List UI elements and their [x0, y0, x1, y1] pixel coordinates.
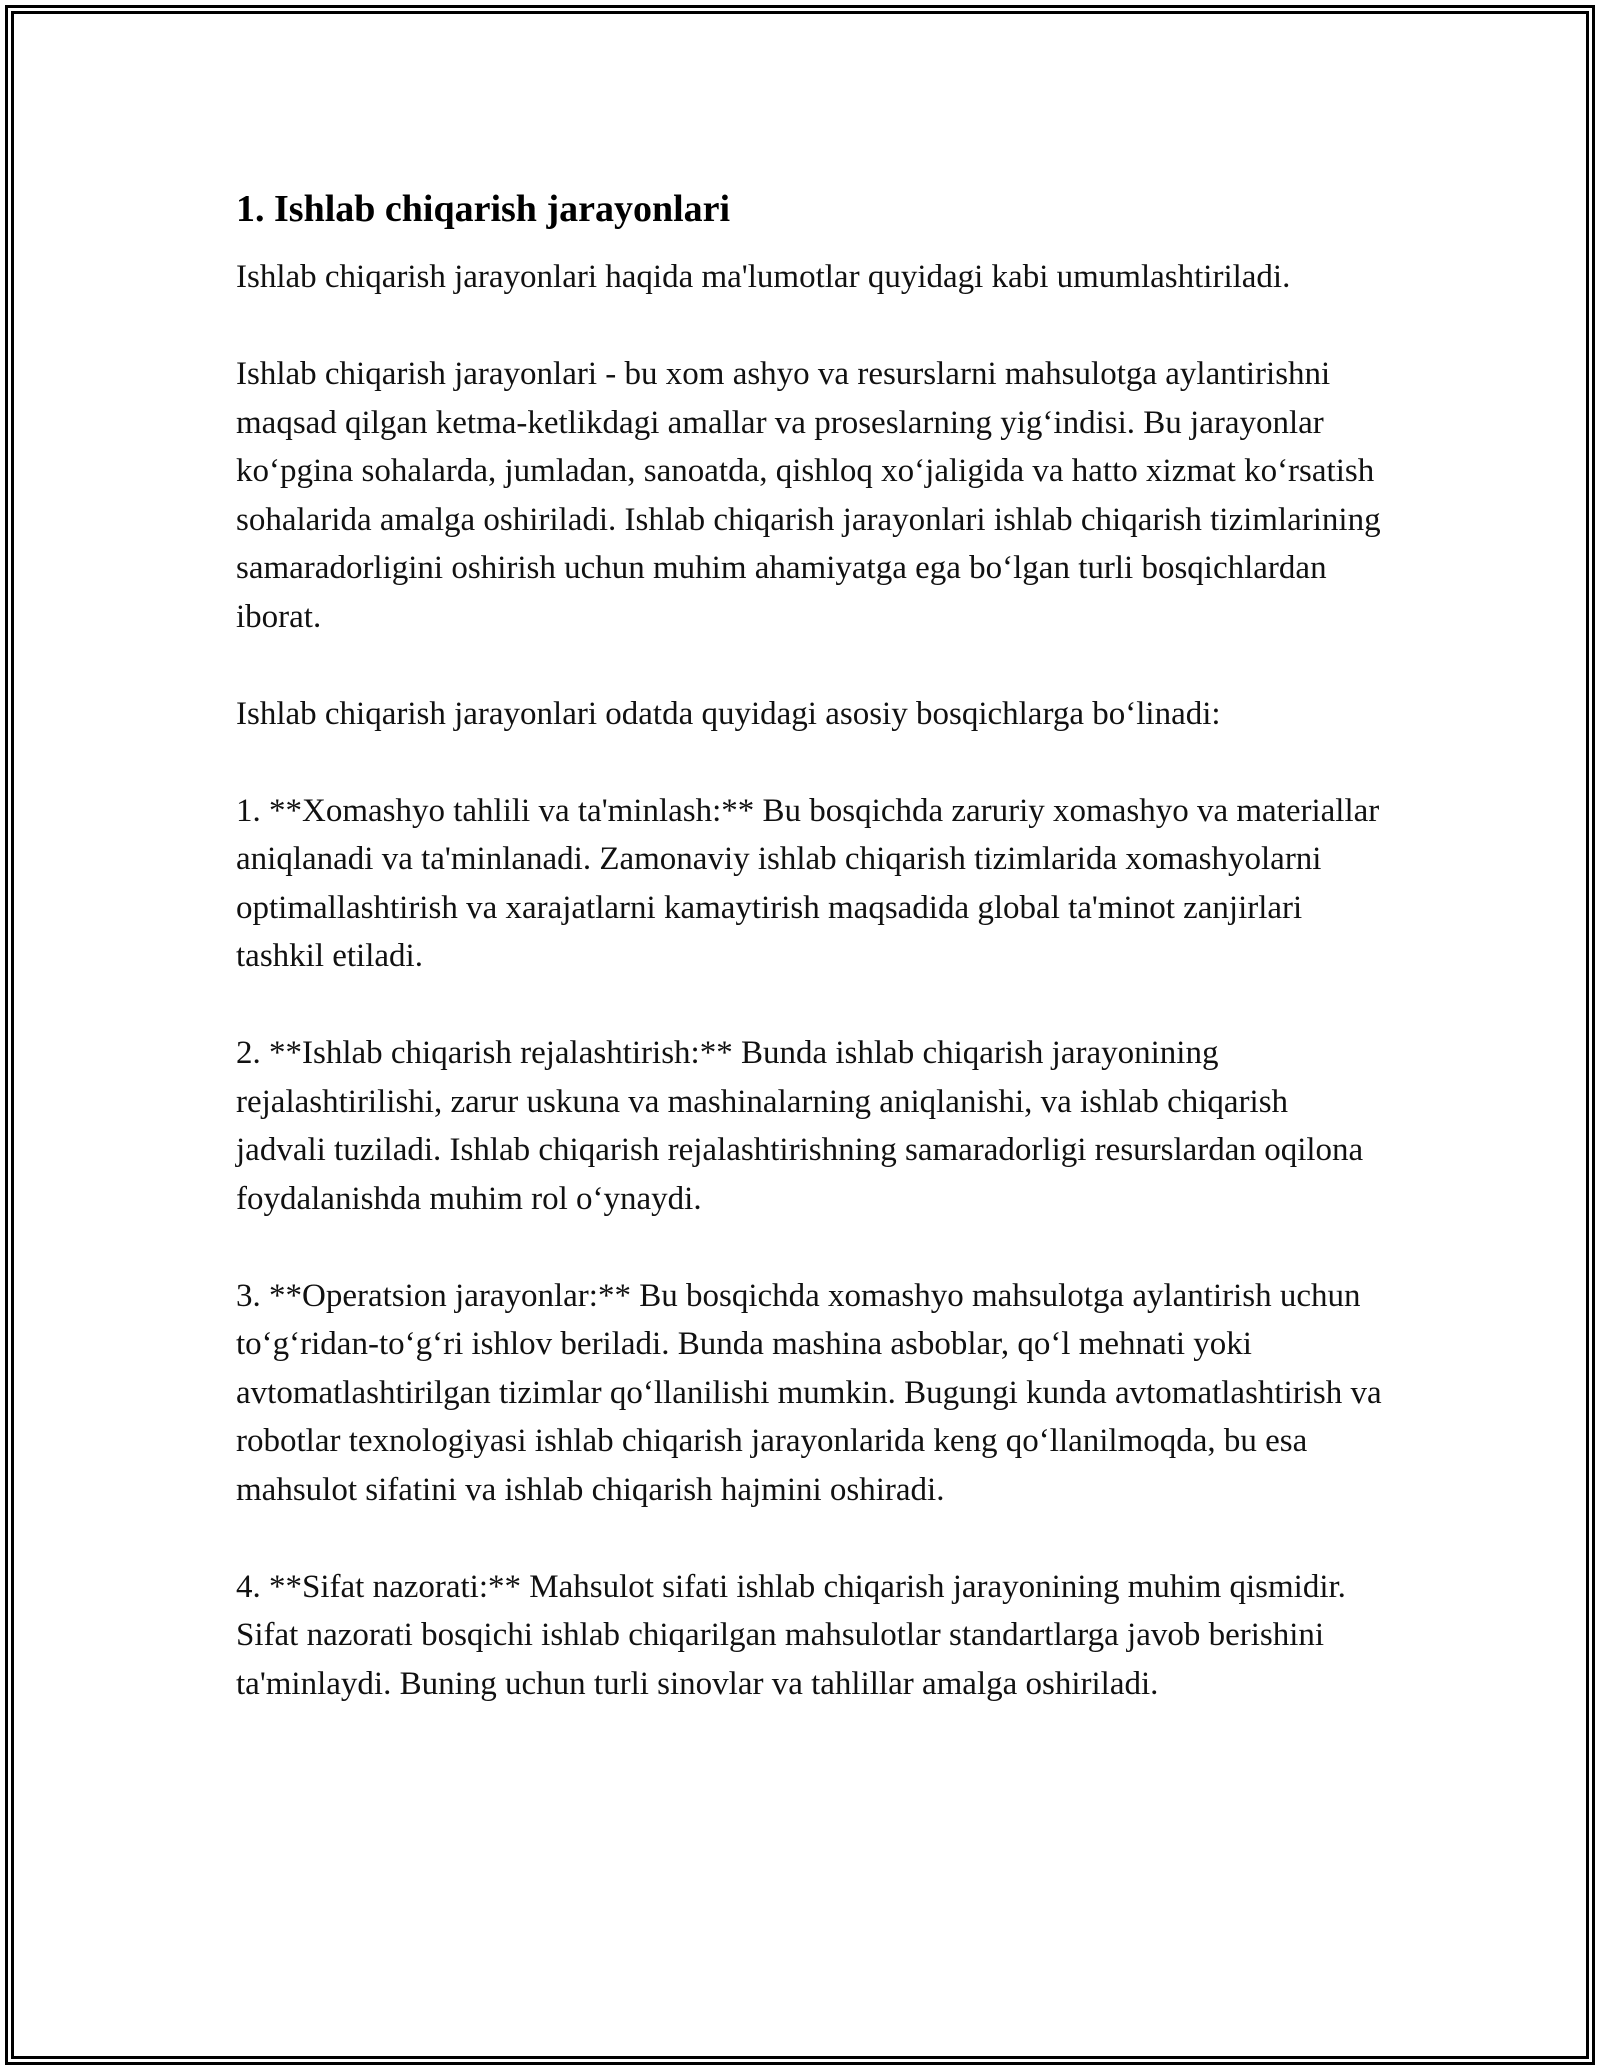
- definition-paragraph: Ishlab chiqarish jarayonlari - bu xom ashyo va resurslarni mahsulotga aylantirishni maqsad qilgan ketma-ketlikdagi amallar va proseslarning yig‘indisi. Bu jarayonlar ko‘pgina sohalarda, jumladan, sanoatda, qishloq xo‘jaligida va hatto xizmat ko‘rsatish sohalarida amalga oshiriladi. Ishlab chiqarish jarayonlari ishlab chiqarish tizimlarining samaradorligini oshirish uchun muhim ahamiyatga ega bo‘lgan turli bosqichlardan iborat.: [236, 356, 1381, 635]
- list-item-operations: 3. **Operatsion jarayonlar:** Bu bosqichda xomashyo mahsulotga aylantirish uchun to‘g‘ridan-to‘g‘ri ishlov beriladi. Bunda mashina asboblar, qo‘l mehnati yoki avtomatlashtirilgan tizimlar qo‘llanilishi mumkin. Bugungi kunda avtomatlashtirish va robotlar texnologiyasi ishlab chiqarish jarayonlarida keng qo‘llanilmoqda, bu esa mahsulot sifatini va ishlab chiqarish hajmini oshiradi.: [236, 1277, 1382, 1508]
- list-item-planning: 2. **Ishlab chiqarish rejalashtirish:** Bunda ishlab chiqarish jarayonining rejalashtirilishi, zarur uskuna va mashinalarning aniqlanishi, va ishlab chiqarish jadvali tuziladi. Ishlab chiqarish rejalashtirishning samaradorligi resurslardan oqilona foydalanishda muhim rol o‘ynaydi.: [236, 1035, 1364, 1217]
- section-heading: 1. Ishlab chiqarish jarayonlari: [236, 188, 731, 230]
- list-item-quality-control: 4. **Sifat nazorati:** Mahsulot sifati ishlab chiqarish jarayonining muhim qismidir. Sifat nazorati bosqichi ishlab chiqarilgan mahsulotlar standartlarga javob berishini ta'minlaydi. Buning uchun turli sinovlar va tahlillar amalga oshiriladi.: [236, 1568, 1346, 1702]
- document-body: [236, 185, 1386, 1708]
- list-item-raw-materials: 1. **Xomashyo tahlili va ta'minlash:** Bu bosqichda zaruriy xomashyo va materiallar aniqlanadi va ta'minlanadi. Zamonaviy ishlab chiqarish tizimlarida xomashyolarni optimallashtirish va xarajatlarni kamaytirish maqsadida global ta'minot zanjirlari tashkil etiladi.: [236, 792, 1380, 974]
- intro-paragraph: Ishlab chiqarish jarayonlari haqida ma'lumotlar quyidagi kabi umumlashtiriladi.: [236, 259, 1291, 295]
- stages-intro-paragraph: Ishlab chiqarish jarayonlari odatda quyidagi asosiy bosqichlarga bo‘linadi:: [236, 695, 1221, 732]
